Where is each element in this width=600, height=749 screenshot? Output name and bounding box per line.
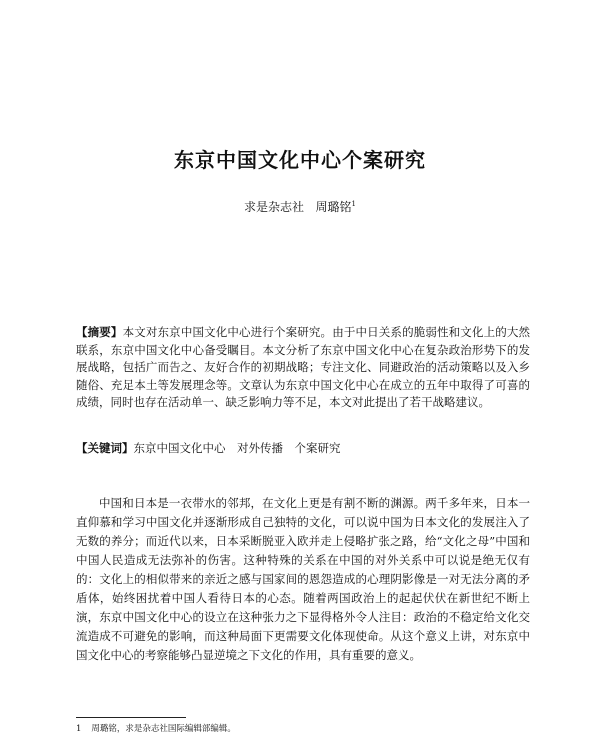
footnote (76, 723, 530, 735)
footnote-text: 周璐铭，求是杂志社国际编辑部编辑。 (91, 724, 236, 734)
body-paragraph: 中国和日本是一衣带水的邻邦，在文化上更是有割不断的渊源。两千多年来，日本一直仰慕和学习中国文化并逐渐形成自己独特的文化，可以说中国为日本文化的发展注入了无数的养分；而近代以来，日本采断脱亚入欧并走上侵略扩张之路，给“文化之母”中国和中国人民造成无法弥补的伤害。这种特殊的关系在中国的对外关系中可以说是绝无仅有的：文化上的相似带来的亲近之感与国家间的恩怨造成的心理阴影像是一对无法分离的矛盾体，始终困扰着中国人看待日本的心态。随着两国政治上的起起伏伏在新世纪不断上演，东京中国文化中心的设立在这种张力之下显得格外令人注目：政治的不稳定给文化交流造成不可避免的影响，而这种局面下更需要文化体现使命。从这个意义上讲，对东京中国文化中心的考察能够凸显逆境之下文化的作用，具有重要的意义。 (76, 496, 530, 662)
author-name: 周璐铭 (315, 200, 352, 214)
footnote-divider (76, 717, 186, 718)
abstract-text: 本文对东京中国文化中心进行个案研究。由于中日关系的脆弱性和文化上的大然联系，东京中国文化中心备受瞩目。本文分析了东京中国文化中心在复杂政治形势下的发展战略，包括广而告之、友好合作的初期战略；专注文化、同避政治的活动策略以及入乡随俗、充足本土等发展理念等。文章认为东京中国文化中心在成立的五年中取得了可喜的成绩，同时也存在活动单一、缺乏影响力等不足，本文对此提出了若干战略建议。 (76, 325, 531, 409)
paper-title: 东京中国文化中心个案研究 (174, 148, 426, 172)
author-affiliation: 求是杂志社 (244, 200, 305, 214)
keywords (76, 440, 530, 458)
footnote-number: 1 (76, 724, 82, 734)
keywords-text: 东京中国文化中心 对外传播 个案研究 (133, 441, 341, 455)
abstract (76, 324, 530, 412)
footnote-marker[interactable]: 1 (351, 200, 356, 208)
abstract-label: 【摘要】 (76, 325, 123, 339)
keywords-label: 【关键词】 (76, 441, 134, 455)
author-line (0, 196, 600, 215)
